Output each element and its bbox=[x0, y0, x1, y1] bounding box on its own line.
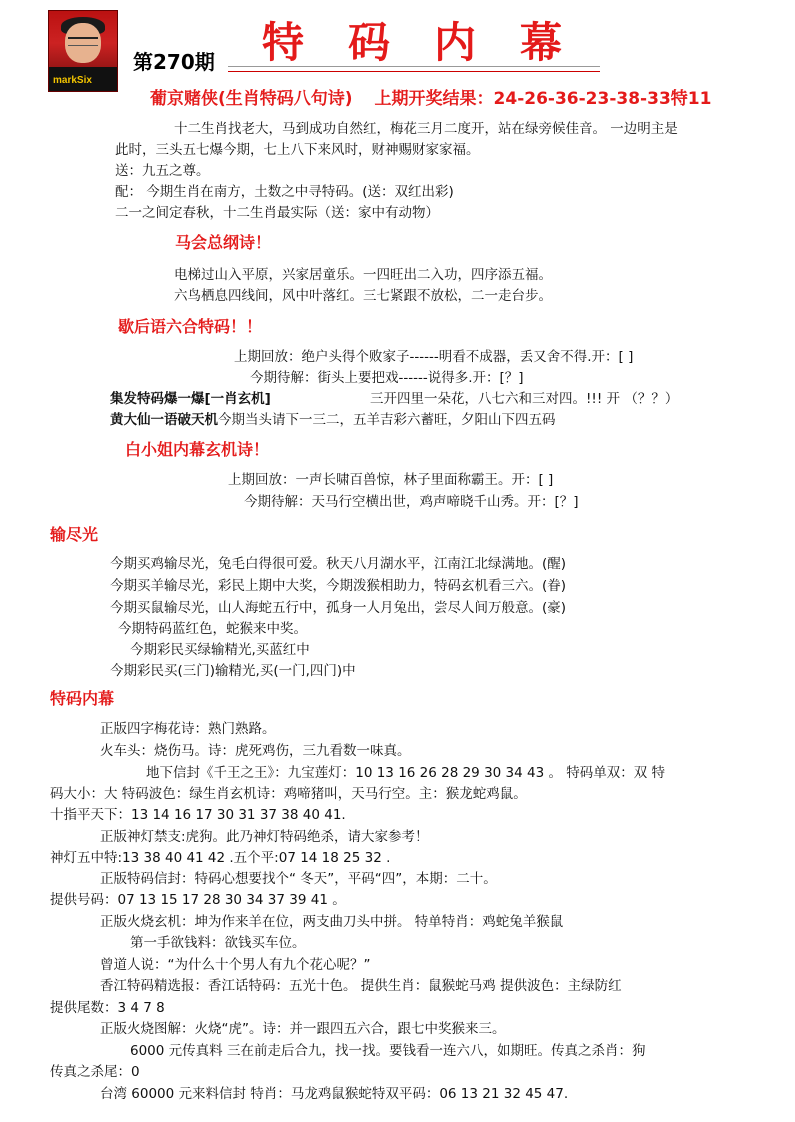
glasses-icon bbox=[68, 37, 98, 46]
poem-line-1: 十二生肖找老大，马到成功自然红，梅花三月二度开，站在绿旁候佳音。 一边明主是 bbox=[174, 121, 678, 137]
xiehou-title: 歇后语六合特码！！ bbox=[118, 317, 263, 336]
jibao-label: 集发特码爆一爆[一肖玄机] bbox=[110, 391, 271, 407]
xiehou-current: 今期待解：街头上要把戏------说得多.开：[？] bbox=[250, 370, 524, 386]
issue-number: 第270期 bbox=[133, 50, 215, 74]
shujin-line-6: 今期彩民买(三门)输精光,买(一门,四门)中 bbox=[110, 663, 356, 679]
mahui-line-2: 六鸟栖息四线间，风中叶落红。三七紧跟不放松，二一走台步。 bbox=[174, 288, 552, 304]
shujin-line-5: 今期彩民买绿输精光,买蓝红中 bbox=[130, 642, 310, 658]
poem-line-4: 配： 今期生肖在南方，土数之中寻特码。(送：双红出彩) bbox=[115, 184, 454, 200]
neimu-line-6: 正版神灯禁支:虎狗。此乃神灯特码绝杀，请大家参考！ bbox=[100, 829, 429, 845]
headline bbox=[150, 84, 711, 109]
title-divider bbox=[228, 66, 600, 67]
neimu-line-2: 火车头：烧伤马。诗：虎死鸡伤，三九看数一味真。 bbox=[100, 743, 411, 759]
neimu-line-7: 神灯五中特:13 38 40 41 42 .五个平:07 14 18 25 32 . bbox=[50, 850, 391, 866]
page-title: 特码内幕 bbox=[262, 18, 607, 67]
neimu-line-18: 台湾 60000 元来料信封 特肖：马龙鸡鼠猴蛇特双平码：06 13 21 32 45 47. bbox=[100, 1086, 569, 1102]
xiehou-last: 上期回放：绝户头得个败家子------明看不成器，丢又舍不得.开：[ ] bbox=[234, 349, 634, 365]
huangdaxian-text: 今期当头请下一三二，五羊吉彩六蓄旺，夕阳山下四五码 bbox=[218, 412, 556, 428]
neimu-line-4: 码大小：大 特码波色：绿生肖玄机诗：鸡啼猪叫，天马行空。主：猴龙蛇鸡鼠。 bbox=[50, 786, 527, 802]
title-divider-red bbox=[228, 71, 600, 72]
neimu-line-11: 第一手欲钱料：欲钱买车位。 bbox=[130, 935, 306, 951]
neimu-line-5: 十指平天下：13 14 16 17 30 31 37 38 40 41. bbox=[50, 807, 346, 823]
neimu-line-12: 曾道人说：“为什么十个男人有九个花心呢？” bbox=[100, 957, 371, 973]
mahui-line-1: 电梯过山入平原，兴家居童乐。一四旺出二入功，四序添五福。 bbox=[174, 267, 552, 283]
poem-line-2: 此时，三头五七爆今期，七上八下来风时，财神赐财家家福。 bbox=[115, 142, 480, 158]
bai-last: 上期回放：一声长啸百兽惊，林子里面称霸王。开：[ ] bbox=[228, 472, 554, 488]
shujin-line-2: 今期买羊输尽光，彩民上期中大奖，今期泼猴相助力，特码玄机看三六。(眷) bbox=[110, 578, 567, 594]
last-result: 上期开奖结果：24-26-36-23-38-33特11 bbox=[374, 89, 712, 109]
neimu-line-1: 正版四字梅花诗：熟门熟路。 bbox=[100, 721, 276, 737]
neimu-line-16: 6000 元传真料 三在前走后合九，找一找。要钱看一连六八，如期旺。传真之杀肖：狗 bbox=[130, 1043, 646, 1059]
neimu-line-10: 正版火烧玄机：坤为作来羊在位，两支曲刀头中拼。 特单特肖：鸡蛇兔羊猴鼠 bbox=[100, 914, 564, 930]
neimu-line-17: 传真之杀尾：0 bbox=[50, 1064, 140, 1080]
neimu-line-3: 地下信封《千王之王》：九宝莲灯：10 13 16 26 28 29 30 34 43 。 特码单双：双 特 bbox=[146, 765, 666, 781]
neimu-title: 特码内幕 bbox=[50, 689, 115, 708]
bai-title: 白小姐内幕玄机诗！ bbox=[125, 440, 270, 459]
poem-line-3: 送：九五之尊。 bbox=[115, 163, 210, 179]
mahui-title: 马会总纲诗！ bbox=[175, 233, 272, 252]
headline-title: 葡京赌侠(生肖特码八句诗) bbox=[150, 89, 353, 109]
shujin-line-3: 今期买鼠输尽光，山人海蛇五行中，孤身一人月兔出，尝尽人间万般意。(豪) bbox=[110, 600, 567, 616]
neimu-line-15: 正版火烧图解：火烧“虎”。诗：并一跟四五六合，跟七中奖猴来三。 bbox=[100, 1021, 506, 1037]
huangdaxian-line bbox=[110, 408, 556, 428]
shujin-line-4: 今期特码蓝红色，蛇猴来中奖。 bbox=[118, 621, 307, 637]
avatar bbox=[48, 10, 118, 92]
avatar-caption: markSix bbox=[53, 75, 92, 86]
jibao-text: 三开四里一朵花，八七六和三对四。!!! 开 （？？） bbox=[370, 391, 679, 407]
shujin-line-1: 今期买鸡输尽光，兔毛白得很可爱。秋天八月湖水平，江南江北绿满地。(醒) bbox=[110, 556, 567, 572]
bai-current: 今期待解：天马行空横出世，鸡声啼晓千山秀。开：[？] bbox=[244, 494, 579, 510]
huangdaxian-label: 黄大仙一语破天机 bbox=[110, 412, 218, 428]
shujin-title: 输尽光 bbox=[50, 525, 99, 544]
poem-line-5: 二一之间定春秋，十二生肖最实际（送：家中有动物） bbox=[115, 205, 439, 221]
neimu-line-9: 提供号码：07 13 15 17 28 30 34 37 39 41 。 bbox=[50, 892, 346, 908]
neimu-line-13: 香江特码精选报：香江话特码：五光十色。 提供生肖：鼠猴蛇马鸡 提供波色：主绿防红 bbox=[100, 978, 622, 994]
neimu-line-8: 正版特码信封：特码心想要找个“ 冬天”，平码“四”，本期：二十。 bbox=[100, 871, 497, 887]
neimu-line-14: 提供尾数：3 4 7 8 bbox=[50, 1000, 165, 1016]
